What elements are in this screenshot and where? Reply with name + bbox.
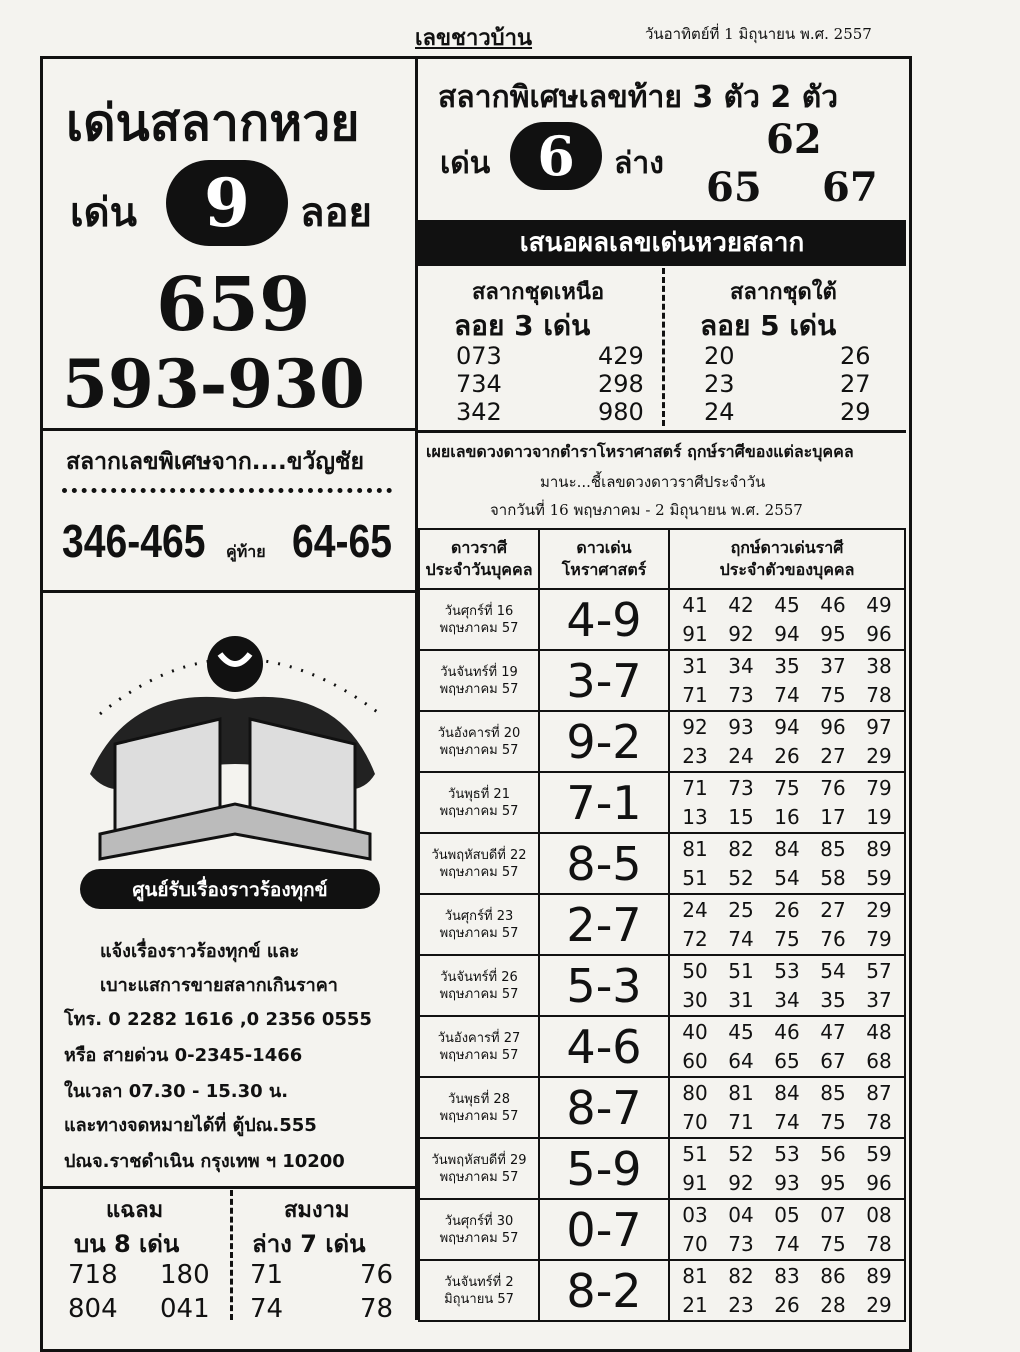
astro-num: 82 xyxy=(728,836,754,861)
astro-num: 05 xyxy=(774,1202,800,1227)
astro-num: 68 xyxy=(866,1048,892,1073)
astro-num: 59 xyxy=(866,865,892,890)
astro-pair: 8-5 xyxy=(539,833,669,894)
astro-day: วันจันทร์ที่ 19 พฤษภาคม 57 xyxy=(419,650,539,711)
astro-pair: 8-7 xyxy=(539,1077,669,1138)
astro-num: 53 xyxy=(774,958,800,983)
astro-num: 26 xyxy=(774,1292,800,1317)
astro-num: 86 xyxy=(820,1263,846,1288)
south-numbers xyxy=(704,342,871,426)
astro-row xyxy=(419,955,905,1016)
astro-num: 04 xyxy=(728,1202,754,1227)
astro-day: วันพุธที่ 28 พฤษภาคม 57 xyxy=(419,1077,539,1138)
astro-num: 74 xyxy=(728,926,754,951)
astro-numbers xyxy=(669,589,905,650)
astro-numbers xyxy=(669,833,905,894)
astro-row xyxy=(419,589,905,650)
astro-num: 24 xyxy=(682,897,708,922)
astro-num: 35 xyxy=(820,987,846,1012)
astro-pair: 2-7 xyxy=(539,894,669,955)
astro-pair: 4-6 xyxy=(539,1016,669,1077)
astro-row xyxy=(419,1077,905,1138)
astro-num: 89 xyxy=(866,836,892,861)
complaint-line1: แจ้งเรื่องราวร้องทุกข์ และ xyxy=(100,941,300,962)
astro-numbers xyxy=(669,1199,905,1260)
astro-num: 73 xyxy=(728,775,754,800)
astro-num: 85 xyxy=(820,836,846,861)
astro-num: 75 xyxy=(820,1109,846,1134)
astro-row xyxy=(419,772,905,833)
astro-num: 52 xyxy=(728,865,754,890)
north-numbers xyxy=(456,342,644,426)
astro-num: 78 xyxy=(866,1109,892,1134)
astro-pair: 5-9 xyxy=(539,1138,669,1199)
astro-num: 37 xyxy=(820,653,846,678)
astro-num: 79 xyxy=(866,926,892,951)
astro-pair: 8-2 xyxy=(539,1260,669,1321)
astro-title: เผยเลขดวงดาวจากตำราโหราศาสตร์ ฤกษ์ราศีของแต่ละบุคคล xyxy=(426,442,854,461)
astro-num: 74 xyxy=(774,1109,800,1134)
astro-num: 87 xyxy=(866,1080,892,1105)
north-title: สลากชุดเหนือ xyxy=(472,280,605,305)
astro-num: 94 xyxy=(774,621,800,646)
astro-num: 53 xyxy=(774,1141,800,1166)
telephone-illustration xyxy=(70,604,400,920)
astro-day: วันอังคารที่ 20 พฤษภาคม 57 xyxy=(419,711,539,772)
astro-num: 78 xyxy=(866,682,892,707)
north-num: 734 xyxy=(456,370,502,398)
astro-num: 19 xyxy=(866,804,892,829)
astro-numbers xyxy=(669,1016,905,1077)
astro-num: 37 xyxy=(866,987,892,1012)
astro-row xyxy=(419,1016,905,1077)
astro-num: 23 xyxy=(728,1292,754,1317)
south-sub: ลอย 5 เด่น xyxy=(700,309,837,342)
astro-num: 31 xyxy=(682,653,708,678)
lower-number-3: 67 xyxy=(822,164,878,211)
special-pair: 64-65 xyxy=(292,515,393,567)
north-num: 298 xyxy=(598,370,644,398)
astro-num: 78 xyxy=(866,1231,892,1256)
astro-pair: 4-9 xyxy=(539,589,669,650)
astro-day: วันพฤหัสบดีที่ 22 พฤษภาคม 57 xyxy=(419,833,539,894)
astro-header-row xyxy=(419,529,905,589)
bottom-divider xyxy=(230,1190,233,1320)
astro-num: 27 xyxy=(820,897,846,922)
lower-number-2: 65 xyxy=(706,164,762,211)
astro-num: 30 xyxy=(682,987,708,1012)
astro-pair: 0-7 xyxy=(539,1199,669,1260)
astro-row xyxy=(419,650,905,711)
astro-numbers xyxy=(669,955,905,1016)
dotted-divider xyxy=(62,488,392,493)
astro-num: 92 xyxy=(728,621,754,646)
astro-pair: 9-2 xyxy=(539,711,669,772)
astro-pair: 7-1 xyxy=(539,772,669,833)
astro-num: 75 xyxy=(774,775,800,800)
astro-num: 50 xyxy=(682,958,708,983)
left-title: เด่นสลากหวย xyxy=(66,93,360,152)
astro-numbers xyxy=(669,650,905,711)
astro-num: 08 xyxy=(866,1202,892,1227)
north-num: 073 xyxy=(456,342,502,370)
astro-day: วันพุธที่ 21 พฤษภาคม 57 xyxy=(419,772,539,833)
astro-row xyxy=(419,833,905,894)
astro-num: 27 xyxy=(820,743,846,768)
astro-num: 71 xyxy=(682,775,708,800)
astro-range: จากวันที่ 16 พฤษภาคม - 2 มิถุนายน พ.ศ. 2557 xyxy=(490,501,803,519)
lower-number-1: 62 xyxy=(766,116,822,163)
special-title: สลากเลขพิเศษจาก....ขวัญชัย xyxy=(66,449,365,475)
astro-num: 81 xyxy=(728,1080,754,1105)
astro-day: วันศุกร์ที่ 16 พฤษภาคม 57 xyxy=(419,589,539,650)
astro-row xyxy=(419,1260,905,1321)
astro-num: 92 xyxy=(682,714,708,739)
astro-num: 21 xyxy=(682,1292,708,1317)
astro-num: 47 xyxy=(820,1019,846,1044)
complaint-hours: ในเวลา 07.30 - 15.30 น. xyxy=(64,1081,289,1102)
suggest-banner: เสนอผลเลขเด่นหวยสลาก xyxy=(418,220,906,266)
astro-num: 34 xyxy=(774,987,800,1012)
astro-num: 34 xyxy=(728,653,754,678)
complaint-mail: และทางจดหมายได้ที่ ตู้ปณ.555 xyxy=(64,1115,317,1136)
astro-day: วันศุกร์ที่ 30 พฤษภาคม 57 xyxy=(419,1199,539,1260)
astro-num: 54 xyxy=(774,865,800,890)
north-num: 429 xyxy=(598,342,644,370)
astro-num: 70 xyxy=(682,1109,708,1134)
astro-num: 67 xyxy=(820,1048,846,1073)
astro-num: 93 xyxy=(774,1170,800,1195)
astro-num: 26 xyxy=(774,743,800,768)
astro-num: 42 xyxy=(728,592,754,617)
astro-num: 80 xyxy=(682,1080,708,1105)
astro-day: วันจันทร์ที่ 2 มิถุนายน 57 xyxy=(419,1260,539,1321)
den-number-badge: 9 xyxy=(166,160,288,246)
col-numbers: ฤกษ์ดาวเด่นราศี ประจำตัวของบุคคล xyxy=(669,529,905,589)
astro-numbers xyxy=(669,1260,905,1321)
astro-num: 75 xyxy=(774,926,800,951)
complaint-hotline: หรือ สายด่วน 0-2345-1466 xyxy=(64,1045,303,1066)
astro-num: 26 xyxy=(774,897,800,922)
left-divider-3 xyxy=(43,1186,415,1189)
astro-num: 72 xyxy=(682,926,708,951)
astro-num: 31 xyxy=(728,987,754,1012)
astro-numbers xyxy=(669,1138,905,1199)
astro-num: 54 xyxy=(820,958,846,983)
north-num: 980 xyxy=(598,398,644,426)
complaint-address: ปณจ.ราชดำเนิน กรุงเทพ ฯ 10200 xyxy=(64,1151,345,1172)
den-label: เด่น xyxy=(70,189,137,236)
astro-num: 91 xyxy=(682,621,708,646)
astro-num: 13 xyxy=(682,804,708,829)
south-num: 26 xyxy=(840,342,871,370)
south-num: 27 xyxy=(840,370,871,398)
astro-pair: 3-7 xyxy=(539,650,669,711)
astro-num: 45 xyxy=(728,1019,754,1044)
left-divider-1 xyxy=(43,428,415,431)
astro-num: 29 xyxy=(866,743,892,768)
astro-num: 93 xyxy=(728,714,754,739)
special-lottery-title: สลากพิเศษเลขท้าย 3 ตัว 2 ตัว xyxy=(438,80,839,115)
left-divider-2 xyxy=(43,590,415,593)
astro-num: 76 xyxy=(820,775,846,800)
astro-num: 58 xyxy=(820,865,846,890)
astro-num: 75 xyxy=(820,1231,846,1256)
astro-num: 64 xyxy=(728,1048,754,1073)
col-day: ดาวราศี ประจำวันบุคคล xyxy=(419,529,539,589)
pair-label: คู่ท้าย xyxy=(226,542,266,561)
astro-numbers xyxy=(669,772,905,833)
astro-num: 79 xyxy=(866,775,892,800)
special-range: 346-465 xyxy=(62,515,206,567)
astro-row xyxy=(419,711,905,772)
astro-num: 83 xyxy=(774,1263,800,1288)
astro-num: 52 xyxy=(728,1141,754,1166)
astro-num: 85 xyxy=(820,1080,846,1105)
astro-num: 92 xyxy=(728,1170,754,1195)
astro-num: 57 xyxy=(866,958,892,983)
astro-num: 96 xyxy=(866,1170,892,1195)
astro-num: 38 xyxy=(866,653,892,678)
astro-num: 91 xyxy=(682,1170,708,1195)
right-den-label: เด่น xyxy=(440,146,491,181)
bottom-right-sub: ล่าง 7 เด่น xyxy=(252,1230,366,1258)
south-num: 20 xyxy=(704,342,735,370)
bottom-left-sub: บน 8 เด่น xyxy=(74,1230,180,1258)
astro-num: 41 xyxy=(682,592,708,617)
left-main-number: 659 xyxy=(156,262,311,348)
bottom-left-title: แฉลม xyxy=(106,1198,164,1223)
col-pair: ดาวเด่น โหราศาสตร์ xyxy=(539,529,669,589)
astro-num: 84 xyxy=(774,836,800,861)
astro-row xyxy=(419,1138,905,1199)
lang-label: ล่าง xyxy=(614,146,664,181)
astro-num: 71 xyxy=(728,1109,754,1134)
astro-num: 95 xyxy=(820,1170,846,1195)
astro-num: 84 xyxy=(774,1080,800,1105)
astro-num: 07 xyxy=(820,1202,846,1227)
astro-day: วันอังคารที่ 27 พฤษภาคม 57 xyxy=(419,1016,539,1077)
astro-num: 59 xyxy=(866,1141,892,1166)
astro-num: 51 xyxy=(728,958,754,983)
astro-num: 81 xyxy=(682,836,708,861)
south-title: สลากชุดใต้ xyxy=(730,280,837,305)
astro-num: 25 xyxy=(728,897,754,922)
astro-num: 17 xyxy=(820,804,846,829)
astro-row xyxy=(419,894,905,955)
south-num: 23 xyxy=(704,370,735,398)
astro-num: 75 xyxy=(820,682,846,707)
north-sub: ลอย 3 เด่น xyxy=(454,309,591,342)
bottom-left-numbers: 718 180 804 041 xyxy=(68,1260,210,1324)
astro-num: 95 xyxy=(820,621,846,646)
astro-day: วันจันทร์ที่ 26 พฤษภาคม 57 xyxy=(419,955,539,1016)
astro-num: 74 xyxy=(774,1231,800,1256)
bottom-right-numbers: 71 76 74 78 xyxy=(250,1260,394,1324)
astro-num: 29 xyxy=(866,897,892,922)
issue-date: วันอาทิตย์ที่ 1 มิถุนายน พ.ศ. 2557 xyxy=(645,25,872,43)
astro-day: วันศุกร์ที่ 23 พฤษภาคม 57 xyxy=(419,894,539,955)
astro-day: วันพฤหัสบดีที่ 29 พฤษภาคม 57 xyxy=(419,1138,539,1199)
astro-num: 96 xyxy=(820,714,846,739)
astro-numbers xyxy=(669,894,905,955)
astro-num: 15 xyxy=(728,804,754,829)
astro-num: 51 xyxy=(682,865,708,890)
astro-num: 24 xyxy=(728,743,754,768)
astro-num: 48 xyxy=(866,1019,892,1044)
astro-num: 73 xyxy=(728,1231,754,1256)
complaint-banner: ศูนย์รับเรื่องราวร้องทุกข์ xyxy=(132,879,328,901)
astro-num: 35 xyxy=(774,653,800,678)
astro-num: 28 xyxy=(820,1292,846,1317)
bottom-right-title: สมงาม xyxy=(284,1198,350,1223)
astro-num: 40 xyxy=(682,1019,708,1044)
astro-num: 65 xyxy=(774,1048,800,1073)
north-num: 342 xyxy=(456,398,502,426)
astro-pair: 5-3 xyxy=(539,955,669,1016)
astro-num: 73 xyxy=(728,682,754,707)
astro-num: 96 xyxy=(866,621,892,646)
astro-numbers xyxy=(669,1077,905,1138)
astro-num: 45 xyxy=(774,592,800,617)
astro-num: 46 xyxy=(774,1019,800,1044)
complaint-phone: โทร. 0 2282 1616 ,0 2356 0555 xyxy=(64,1009,372,1030)
astro-num: 23 xyxy=(682,743,708,768)
astro-num: 81 xyxy=(682,1263,708,1288)
astro-num: 94 xyxy=(774,714,800,739)
astro-numbers xyxy=(669,711,905,772)
masthead: เลขชาวบ้าน xyxy=(415,25,533,51)
astro-num: 03 xyxy=(682,1202,708,1227)
astro-num: 60 xyxy=(682,1048,708,1073)
astro-num: 89 xyxy=(866,1263,892,1288)
right-den-badge: 6 xyxy=(510,122,602,190)
astro-sub: มานะ...ชี้เลขดวงดาวราศีประจำวัน xyxy=(540,473,766,491)
astro-num: 16 xyxy=(774,804,800,829)
astro-num: 56 xyxy=(820,1141,846,1166)
south-num: 29 xyxy=(840,398,871,426)
astro-num: 29 xyxy=(866,1292,892,1317)
astro-num: 82 xyxy=(728,1263,754,1288)
astro-num: 49 xyxy=(866,592,892,617)
complaint-line2: เบาะแสการขายสลากเกินราคา xyxy=(100,975,338,996)
astro-num: 76 xyxy=(820,926,846,951)
astro-num: 74 xyxy=(774,682,800,707)
astro-row xyxy=(419,1199,905,1260)
left-range-number: 593-930 xyxy=(62,345,365,423)
south-num: 24 xyxy=(704,398,735,426)
astro-num: 71 xyxy=(682,682,708,707)
astro-num: 97 xyxy=(866,714,892,739)
right-divider xyxy=(418,430,906,433)
suggest-divider xyxy=(662,268,665,426)
astro-num: 46 xyxy=(820,592,846,617)
astro-table xyxy=(418,528,906,1322)
loi-label: ลอย xyxy=(300,189,372,236)
astro-num: 70 xyxy=(682,1231,708,1256)
astro-num: 51 xyxy=(682,1141,708,1166)
